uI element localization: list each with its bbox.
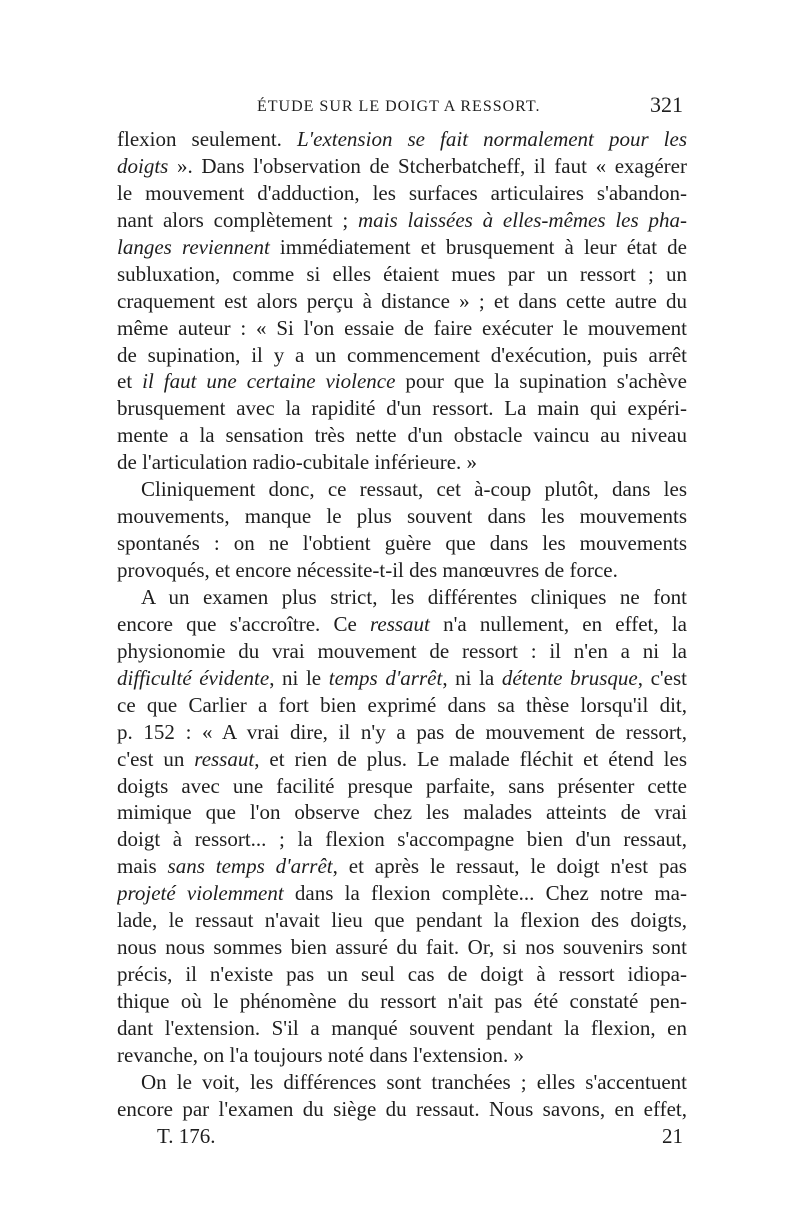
text-line — [117, 1015, 687, 1042]
text-segment: nous nous sommes bien assuré du fait. Or, si nos souvenirs sont — [117, 935, 687, 960]
text-segment: précis, il n'existe pas un seul cas de doigt à ressort idiopa- — [117, 962, 687, 987]
text-segment: doigts avec une facilité presque parfaite, sans présenter cette — [117, 773, 687, 798]
text-segment: Cliniquement donc, ce ressaut, cet à-coup plutôt, dans les — [141, 477, 687, 502]
text-segment: immédiatement et brusquement à leur état de — [269, 234, 687, 259]
text-line — [117, 853, 687, 880]
sheet-number: 21 — [662, 1124, 683, 1148]
text-segment: physionomie du vrai mouvement de ressort : il n'en a ni la — [117, 638, 687, 663]
italic-text: L'extension se fait normalement pour les — [296, 127, 687, 151]
text-line — [117, 961, 687, 988]
italic-text: difficulté évidente — [117, 665, 270, 690]
text-line — [117, 934, 687, 961]
text-segment: , ni la — [442, 665, 502, 690]
text-segment: de supination, il y a un commencement d'exécution, puis arrêt — [117, 342, 687, 367]
text-segment: le mouvement d'adduction, les surfaces articulaires s'abandon- — [117, 180, 687, 205]
text-segment: ». Dans l'observation de Stcherbatcheff, il faut « exagérer — [168, 153, 687, 178]
page-number: 321 — [650, 92, 683, 117]
text-segment: revanche, on l'a toujours noté dans l'extension. » — [117, 1042, 525, 1067]
page-header — [117, 92, 687, 122]
text-line — [117, 773, 687, 800]
text-segment: ce que Carlier a fort bien exprimé dans sa thèse lorsqu'il dit, — [117, 692, 687, 717]
text-line — [117, 557, 687, 584]
text-line — [117, 288, 687, 315]
text-segment: même auteur : « Si l'on essaie de faire exécuter le mouvement — [117, 315, 687, 340]
text-line — [117, 126, 687, 153]
text-segment: doigt à ressort... ; la flexion s'accompagne bien d'un ressaut, — [117, 827, 687, 852]
text-segment: On le voit, les différences sont tranchées ; elles s'accentuent — [141, 1069, 687, 1094]
text-line — [117, 611, 687, 638]
text-line — [117, 315, 687, 342]
italic-text: doigts — [117, 153, 169, 178]
text-segment: thique où le phénomène du ressort n'ait pas été constaté pen- — [117, 989, 687, 1013]
text-line — [117, 584, 687, 611]
text-line — [117, 988, 687, 1015]
text-line — [117, 476, 687, 503]
text-segment: encore que s'accroître. Ce — [117, 611, 370, 636]
italic-text: ressaut — [194, 746, 255, 771]
text-line — [117, 826, 687, 853]
text-line — [117, 719, 687, 746]
italic-text: il faut une certaine violence — [142, 369, 396, 394]
text-line — [117, 1042, 687, 1069]
text-line — [117, 880, 687, 907]
signature-mark: T. 176. — [157, 1124, 216, 1148]
text-line — [117, 207, 687, 234]
italic-text: projeté violemment — [117, 881, 284, 906]
text-line — [117, 1096, 687, 1123]
italic-text: langes reviennent — [117, 234, 270, 259]
text-line — [117, 234, 687, 261]
text-line — [117, 395, 687, 422]
text-segment: brusquement avec la rapidité d'un ressort. La main qui expéri- — [117, 396, 687, 421]
text-segment: mente a la sensation très nette d'un obstacle vaincu au niveau — [117, 423, 687, 448]
text-line — [117, 692, 687, 719]
text-segment: subluxation, comme si elles étaient mues par un ressort ; un — [117, 261, 687, 286]
text-segment: dant l'extension. S'il a manqué souvent pendant la flexion, en — [117, 1015, 687, 1040]
text-line — [117, 180, 687, 207]
text-segment: flexion seulement. — [117, 127, 297, 151]
text-line — [117, 1069, 687, 1096]
text-segment: p. 152 : « A vrai dire, il n'y a pas de mouvement de ressort, — [117, 719, 687, 744]
text-line — [117, 342, 687, 369]
text-segment: n'a nullement, en effet, la — [429, 611, 687, 636]
text-segment: A un examen plus strict, les différentes cliniques ne font — [141, 584, 687, 609]
italic-text: sans temps d'arrêt — [167, 854, 333, 879]
text-line — [117, 665, 687, 692]
text-line — [117, 530, 687, 557]
text-line — [117, 368, 687, 395]
text-segment: , et après le ressaut, le doigt n'est pas — [332, 854, 687, 879]
italic-text: détente brusque — [501, 665, 638, 690]
text-segment: spontanés : on ne l'obtient guère que dans les mouvements — [117, 531, 687, 556]
text-segment: c'est un — [117, 746, 195, 771]
text-segment: mais — [117, 854, 168, 879]
text-line — [117, 638, 687, 665]
text-segment: craquement est alors perçu à distance » ; et dans cette autre du — [117, 288, 687, 313]
text-segment: nant alors complètement ; — [117, 207, 358, 232]
text-segment: lade, le ressaut n'avait lieu que pendant la flexion des doigts, — [117, 908, 687, 933]
text-line — [117, 153, 687, 180]
text-segment: et — [117, 369, 143, 394]
text-line — [117, 746, 687, 773]
text-line — [117, 503, 687, 530]
italic-text: mais laissées à elles-mêmes les pha- — [358, 207, 687, 232]
running-title: ÉTUDE SUR LE DOIGT A RESSORT. — [257, 98, 541, 115]
text-segment: dans la flexion complète... Chez notre ma- — [283, 881, 687, 906]
body-text — [117, 126, 687, 1123]
text-segment: pour que la supination s'achève — [395, 369, 687, 394]
text-segment: , et rien de plus. Le malade fléchit et étend les — [254, 746, 687, 771]
text-line — [117, 907, 687, 934]
text-segment: , ni le — [269, 665, 329, 690]
text-segment: mimique que l'on observe chez les malades atteints de vrai — [117, 800, 687, 825]
text-line — [117, 799, 687, 826]
text-line — [117, 422, 687, 449]
text-segment: encore par l'examen du siège du ressaut. Nous savons, en effet, — [117, 1096, 687, 1121]
text-segment: , c'est — [637, 665, 687, 690]
page-footer — [117, 1124, 687, 1154]
text-line — [117, 449, 687, 476]
italic-text: ressaut — [370, 611, 430, 636]
text-segment: mouvements, manque le plus souvent dans les mouvements — [117, 504, 687, 529]
italic-text: temps d'arrêt — [328, 665, 443, 690]
text-segment: de l'articulation radio-cubitale inférieure. » — [117, 450, 478, 475]
text-segment: provoqués, et encore nécessite-t-il des manœuvres de force. — [117, 558, 618, 582]
text-line — [117, 261, 687, 288]
